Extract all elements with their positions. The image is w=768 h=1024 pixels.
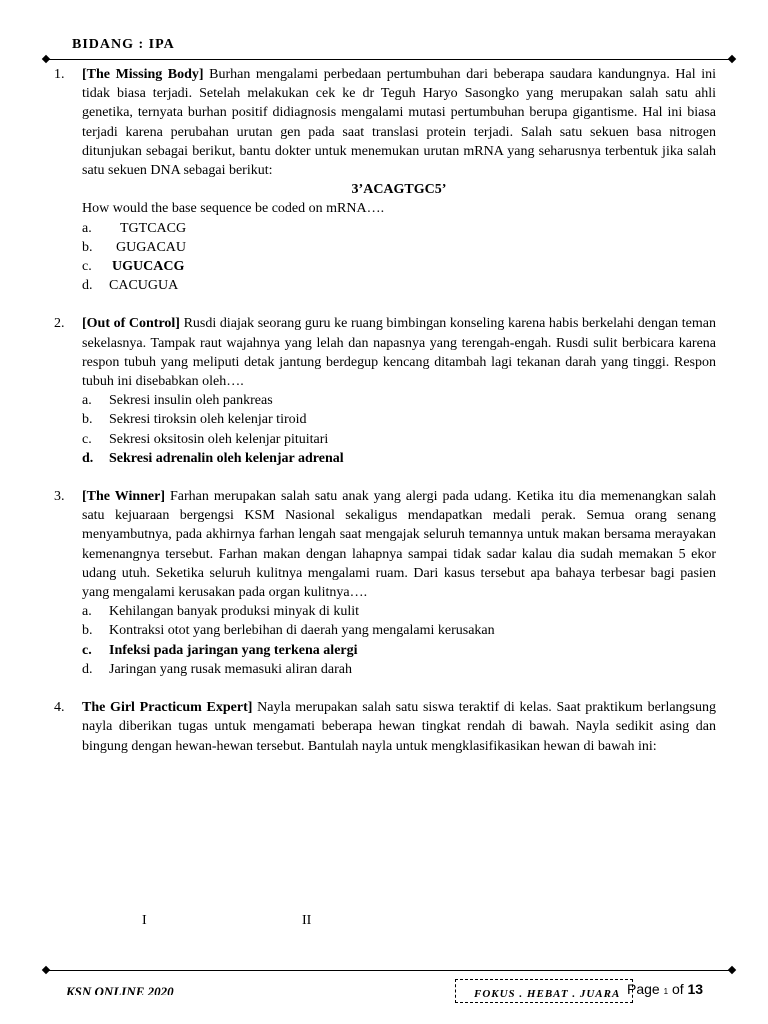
option-a[interactable]: a. TGTCACG: [82, 220, 187, 236]
footer-motto-box: [455, 979, 633, 1003]
option-b[interactable]: b. Kontraksi otot yang berlebihan di daerah yang mengalami kerusakan: [82, 623, 495, 639]
footer-event-name: KSN ONLINE 2020: [66, 984, 174, 995]
question-list: [54, 65, 716, 775]
option-a[interactable]: a. Sekresi insulin oleh pankreas: [82, 393, 273, 409]
option-b[interactable]: b. Sekresi tiroksin oleh kelenjar tiroid: [82, 412, 307, 428]
question-body: Nayla merupakan salah satu siswa teraktif di kelas. Saat praktikum berlangsung nayla diberikan tugas untuk mengamati beberapa hewan tingkat rendah di bawah. Nayla sedikit asing dan bingung dengan hewan-hewan tersebut. Bantulah nayla untuk mengklasifikasikan hewan di bawah ini:: [82, 700, 716, 754]
question-body: Rusdi diajak seorang guru ke ruang bimbingan konseling karena habis berkelahi dengan teman sekelasnya. Tampak raut wajahnya yang lelah dan napasnya yang terengah-engah. Rusdi sulit berbicara karena respon tubuh yang meliputi detak jantung berdegup kencang ditambah lagi tekanan darah yang tinggi. Respon tubuh ini disebabkan oleh….: [82, 316, 717, 390]
option-list: [82, 391, 716, 468]
footer-rule: [46, 970, 732, 971]
option-d[interactable]: d. Sekresi adrenalin oleh kelenjar adrenal: [82, 450, 344, 466]
header-rule: [46, 59, 732, 60]
question-1: [54, 65, 716, 295]
page-indicator: [627, 981, 703, 997]
option-c[interactable]: c. Infeksi pada jaringan yang terkena alergi: [82, 642, 358, 658]
question-body: Farhan merupakan salah satu anak yang alergi pada udang. Ketika itu dia memenangkan salah satu kejuaraan bergengsi KSM Nasional sekaligus mendapatkan medali perak. Semua orang senang menyambutnya, pada akhirnya farhan lengah saat mengajak seluruh temannya untuk makan bersama merayakan kemenangnya tersebut. Farhan makan dengan lahapnya sampai tidak sadar kalau dia sudah memakan 5 ekor udang utuh. Seketika seluruh kulitnya mengalami ruam. Dari kasus tersebut apa bahaya terbesar bagi pasien yang mengalami kerusakan pada organ kulitnya….: [82, 489, 717, 601]
question-title: [The Missing Body]: [82, 67, 204, 82]
footer-motto: FOKUS . HEBAT . JUARA: [474, 988, 621, 1000]
question-3: [54, 487, 716, 679]
question-4: [54, 698, 716, 756]
option-list: [82, 219, 716, 296]
question-number: 3.: [54, 489, 65, 505]
header-title: BIDANG : IPA: [72, 37, 175, 50]
question-number: 1.: [54, 67, 65, 82]
question-2: [54, 314, 716, 468]
page-current: 1: [663, 987, 669, 996]
figure-label-i: I: [142, 913, 147, 928]
option-d[interactable]: d. Jaringan yang rusak memasuki aliran darah: [82, 661, 352, 677]
option-c[interactable]: c. UGUCACG: [82, 259, 185, 275]
option-d[interactable]: d. CACUGUA: [82, 278, 179, 294]
question-prompt: How would the base sequence be coded on mRNA….: [82, 201, 385, 217]
question-text: [82, 65, 716, 180]
option-c[interactable]: c. Sekresi oksitosin oleh kelenjar pituitari: [82, 431, 329, 447]
page-of: of: [671, 981, 684, 997]
question-title: [The Winner]: [82, 489, 166, 505]
page-word: Page: [627, 981, 660, 997]
page-total: 13: [687, 981, 704, 997]
question-text: [82, 314, 716, 391]
dna-sequence: 3’ACAGTGC5’: [351, 182, 447, 198]
question-text: [82, 698, 716, 756]
option-list: [82, 602, 716, 679]
question-title: The Girl Practicum Expert]: [82, 700, 253, 716]
question-title: [Out of Control]: [82, 316, 180, 332]
question-number: 4.: [54, 700, 65, 716]
option-b[interactable]: b. GUGACAU: [82, 239, 186, 255]
question-text: [82, 487, 716, 602]
question-body: Burhan mengalami perbedaan pertumbuhan dari beberapa saudara kandungnya. Hal ini tidak biasa terjadi. Setelah melakukan cek ke dr Teguh Haryo Sasongko yang merupakan salah satu ahli genetika, ternyata burhan positif didiagnosis mengalami mutasi pertumbuhan berupa gigantisme. Hal ini biasa terjadi karena perubahan urutan gen pada saat translasi protein terjadi. Salah satu sekuen basa nitrogen ditunjukan sebagai berikut, bantu dokter untuk menemukan urutan mRNA yang seharusnya terbentuk jika salah satu sekuen DNA sebagai berikut:: [82, 67, 716, 179]
figure-label-ii: II: [302, 913, 312, 928]
question-number: 2.: [54, 316, 65, 332]
option-a[interactable]: a. Kehilangan banyak produksi minyak di kulit: [82, 604, 360, 620]
